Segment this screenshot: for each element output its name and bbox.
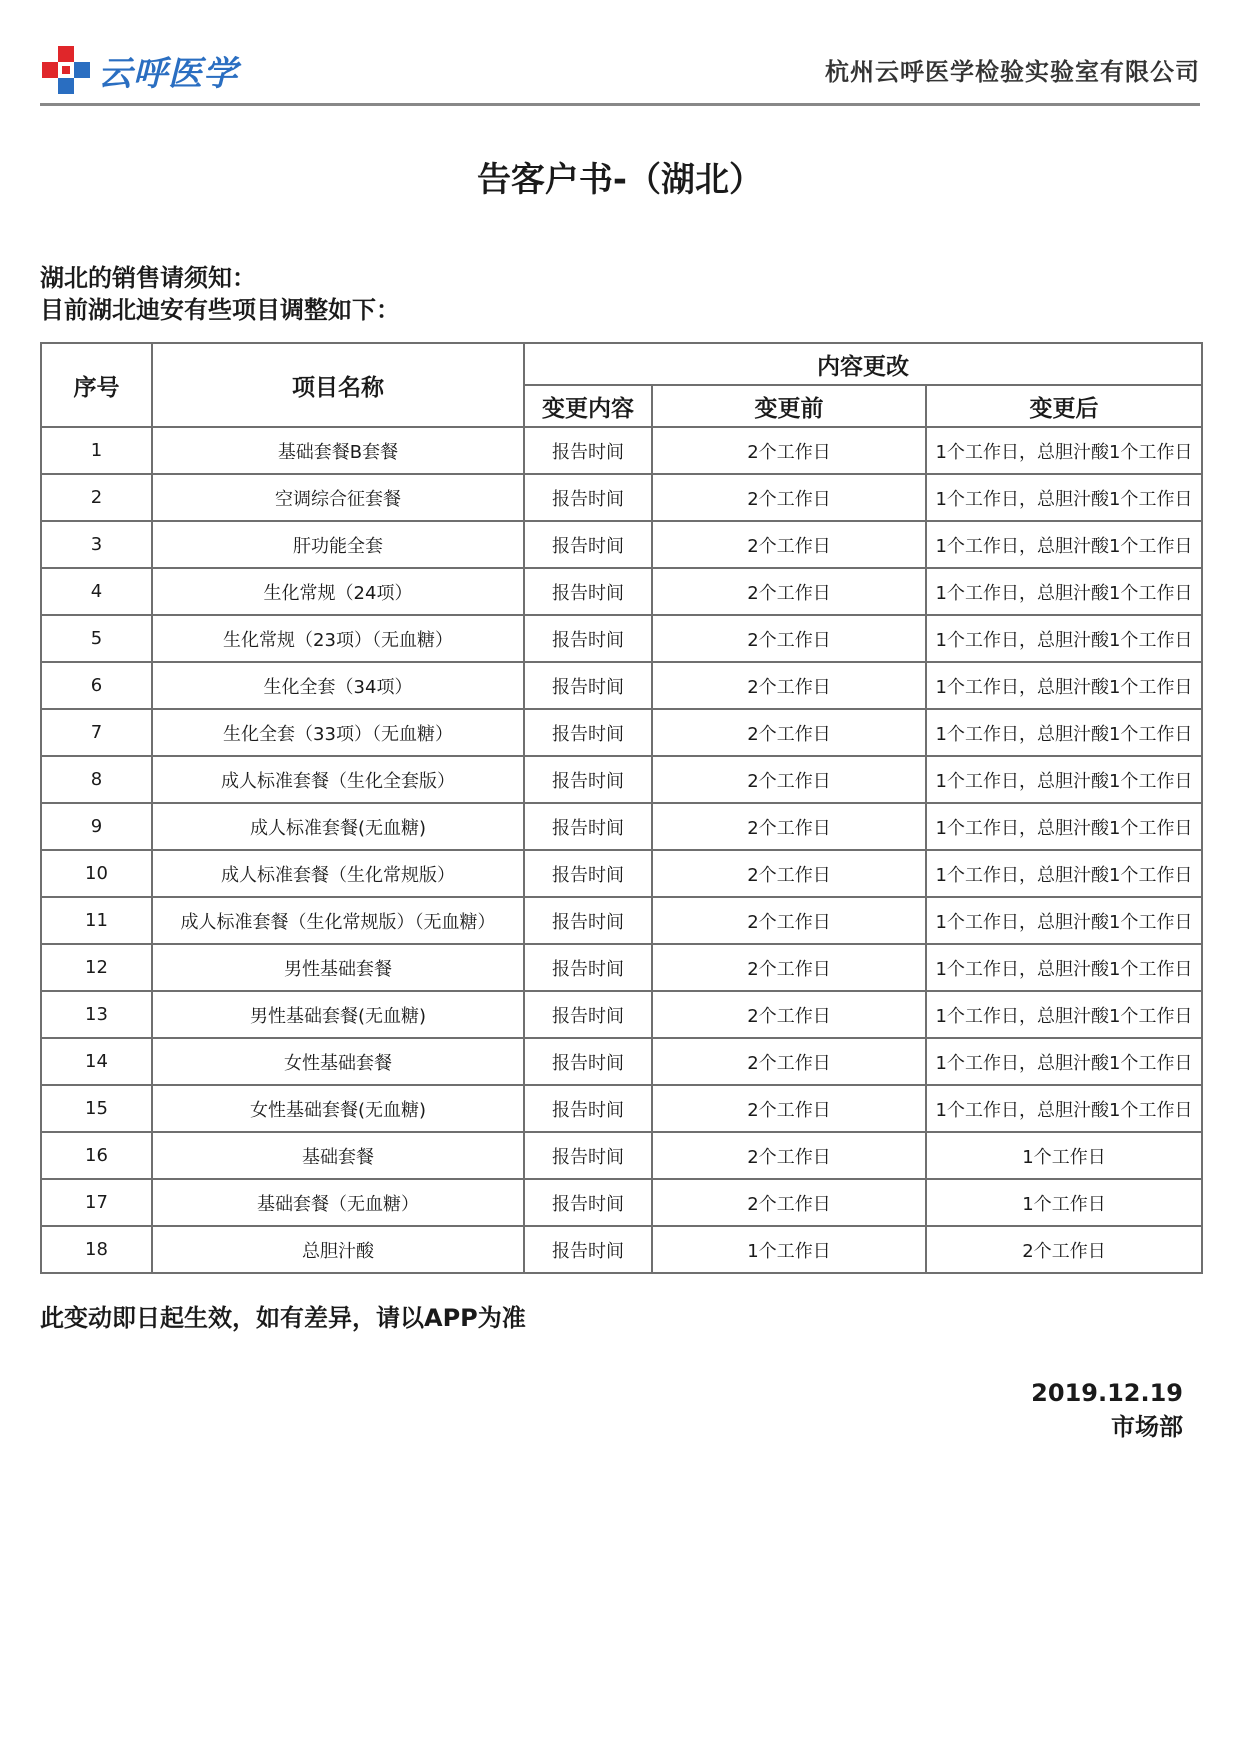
cell-after: 2个工作日 bbox=[926, 1226, 1202, 1273]
cell-content: 报告时间 bbox=[524, 615, 652, 662]
notice-block bbox=[40, 262, 400, 326]
cell-seq: 14 bbox=[41, 1038, 152, 1085]
cell-name: 成人标准套餐(无血糖) bbox=[152, 803, 524, 850]
cell-seq: 11 bbox=[41, 897, 152, 944]
cell-after: 1个工作日 bbox=[926, 1179, 1202, 1226]
cell-content: 报告时间 bbox=[524, 803, 652, 850]
cell-name: 生化常规（23项）（无血糖） bbox=[152, 615, 524, 662]
table-row bbox=[41, 944, 1202, 991]
cell-name: 基础套餐 bbox=[152, 1132, 524, 1179]
cell-after: 1个工作日，总胆汁酸1个工作日 bbox=[926, 991, 1202, 1038]
cell-seq: 12 bbox=[41, 944, 152, 991]
logo-text: 云呼医学 bbox=[98, 53, 238, 94]
cell-seq: 8 bbox=[41, 756, 152, 803]
cell-content: 报告时间 bbox=[524, 662, 652, 709]
cell-content: 报告时间 bbox=[524, 850, 652, 897]
notice-line-1: 湖北的销售请须知： bbox=[40, 264, 256, 292]
cell-before: 2个工作日 bbox=[652, 1038, 926, 1085]
cell-after: 1个工作日，总胆汁酸1个工作日 bbox=[926, 521, 1202, 568]
cell-after: 1个工作日，总胆汁酸1个工作日 bbox=[926, 897, 1202, 944]
cell-after: 1个工作日，总胆汁酸1个工作日 bbox=[926, 1038, 1202, 1085]
cell-content: 报告时间 bbox=[524, 709, 652, 756]
cell-before: 2个工作日 bbox=[652, 615, 926, 662]
table-row bbox=[41, 1179, 1202, 1226]
cell-before: 2个工作日 bbox=[652, 1132, 926, 1179]
table-row bbox=[41, 521, 1202, 568]
table-row bbox=[41, 1038, 1202, 1085]
header-item-name: 项目名称 bbox=[152, 343, 524, 427]
cell-content: 报告时间 bbox=[524, 756, 652, 803]
company-name: 杭州云呼医学检验实验室有限公司 bbox=[825, 58, 1200, 86]
cell-name: 女性基础套餐 bbox=[152, 1038, 524, 1085]
cell-after: 1个工作日，总胆汁酸1个工作日 bbox=[926, 474, 1202, 521]
header-before: 变更前 bbox=[652, 385, 926, 427]
cell-content: 报告时间 bbox=[524, 474, 652, 521]
cell-seq: 7 bbox=[41, 709, 152, 756]
table-body bbox=[41, 427, 1202, 1273]
page-header bbox=[40, 40, 1200, 104]
cell-after: 1个工作日，总胆汁酸1个工作日 bbox=[926, 662, 1202, 709]
table-row bbox=[41, 474, 1202, 521]
table-row bbox=[41, 662, 1202, 709]
notice-line-2: 目前湖北迪安有些项目调整如下： bbox=[40, 296, 400, 324]
cell-before: 2个工作日 bbox=[652, 1179, 926, 1226]
cell-after: 1个工作日，总胆汁酸1个工作日 bbox=[926, 803, 1202, 850]
cell-before: 2个工作日 bbox=[652, 662, 926, 709]
cell-seq: 1 bbox=[41, 427, 152, 474]
cell-content: 报告时间 bbox=[524, 1085, 652, 1132]
cell-before: 2个工作日 bbox=[652, 944, 926, 991]
header-seq: 序号 bbox=[41, 343, 152, 427]
cell-name: 基础套餐B套餐 bbox=[152, 427, 524, 474]
cell-seq: 6 bbox=[41, 662, 152, 709]
cell-after: 1个工作日 bbox=[926, 1132, 1202, 1179]
cell-after: 1个工作日，总胆汁酸1个工作日 bbox=[926, 1085, 1202, 1132]
header-divider bbox=[40, 103, 1200, 106]
signature-department: 市场部 bbox=[1111, 1413, 1183, 1441]
cell-after: 1个工作日，总胆汁酸1个工作日 bbox=[926, 944, 1202, 991]
cell-content: 报告时间 bbox=[524, 944, 652, 991]
table-row bbox=[41, 1226, 1202, 1273]
cell-seq: 4 bbox=[41, 568, 152, 615]
cell-name: 生化常规（24项） bbox=[152, 568, 524, 615]
cell-name: 肝功能全套 bbox=[152, 521, 524, 568]
table-row bbox=[41, 1085, 1202, 1132]
cell-name: 男性基础套餐 bbox=[152, 944, 524, 991]
cell-name: 女性基础套餐(无血糖) bbox=[152, 1085, 524, 1132]
cell-name: 基础套餐（无血糖） bbox=[152, 1179, 524, 1226]
cell-content: 报告时间 bbox=[524, 1179, 652, 1226]
cell-name: 成人标准套餐（生化常规版）（无血糖） bbox=[152, 897, 524, 944]
cell-seq: 5 bbox=[41, 615, 152, 662]
table-row bbox=[41, 850, 1202, 897]
cell-seq: 13 bbox=[41, 991, 152, 1038]
cell-name: 空调综合征套餐 bbox=[152, 474, 524, 521]
header-change-group: 内容更改 bbox=[524, 343, 1202, 385]
cell-before: 2个工作日 bbox=[652, 427, 926, 474]
table-row bbox=[41, 1132, 1202, 1179]
cell-before: 1个工作日 bbox=[652, 1226, 926, 1273]
cell-content: 报告时间 bbox=[524, 897, 652, 944]
cell-seq: 15 bbox=[41, 1085, 152, 1132]
table-row bbox=[41, 615, 1202, 662]
header-change-content: 变更内容 bbox=[524, 385, 652, 427]
cell-before: 2个工作日 bbox=[652, 1085, 926, 1132]
cell-after: 1个工作日，总胆汁酸1个工作日 bbox=[926, 850, 1202, 897]
table-row bbox=[41, 709, 1202, 756]
cell-after: 1个工作日，总胆汁酸1个工作日 bbox=[926, 709, 1202, 756]
cell-before: 2个工作日 bbox=[652, 803, 926, 850]
cell-before: 2个工作日 bbox=[652, 568, 926, 615]
table-row bbox=[41, 803, 1202, 850]
cell-before: 2个工作日 bbox=[652, 521, 926, 568]
company-logo bbox=[40, 44, 238, 96]
cell-seq: 9 bbox=[41, 803, 152, 850]
table-row bbox=[41, 756, 1202, 803]
cell-seq: 3 bbox=[41, 521, 152, 568]
cell-before: 2个工作日 bbox=[652, 756, 926, 803]
cell-after: 1个工作日，总胆汁酸1个工作日 bbox=[926, 568, 1202, 615]
cell-content: 报告时间 bbox=[524, 1226, 652, 1273]
cell-content: 报告时间 bbox=[524, 1132, 652, 1179]
cell-content: 报告时间 bbox=[524, 568, 652, 615]
cell-content: 报告时间 bbox=[524, 521, 652, 568]
cell-name: 总胆汁酸 bbox=[152, 1226, 524, 1273]
table-row bbox=[41, 427, 1202, 474]
cell-name: 男性基础套餐(无血糖) bbox=[152, 991, 524, 1038]
cross-logo-icon bbox=[40, 44, 92, 96]
cell-before: 2个工作日 bbox=[652, 991, 926, 1038]
signature-block bbox=[1031, 1376, 1183, 1444]
cell-after: 1个工作日，总胆汁酸1个工作日 bbox=[926, 427, 1202, 474]
cell-after: 1个工作日，总胆汁酸1个工作日 bbox=[926, 756, 1202, 803]
cell-after: 1个工作日，总胆汁酸1个工作日 bbox=[926, 615, 1202, 662]
cell-name: 成人标准套餐（生化常规版） bbox=[152, 850, 524, 897]
cell-name: 生化全套（34项） bbox=[152, 662, 524, 709]
effective-note: 此变动即日起生效，如有差异，请以APP为准 bbox=[40, 1304, 526, 1332]
cell-before: 2个工作日 bbox=[652, 474, 926, 521]
cell-content: 报告时间 bbox=[524, 1038, 652, 1085]
cell-content: 报告时间 bbox=[524, 991, 652, 1038]
table-row bbox=[41, 991, 1202, 1038]
cell-before: 2个工作日 bbox=[652, 850, 926, 897]
cell-seq: 17 bbox=[41, 1179, 152, 1226]
cell-before: 2个工作日 bbox=[652, 897, 926, 944]
cell-seq: 10 bbox=[41, 850, 152, 897]
cell-seq: 18 bbox=[41, 1226, 152, 1273]
cell-name: 生化全套（33项）（无血糖） bbox=[152, 709, 524, 756]
table-row bbox=[41, 568, 1202, 615]
cell-name: 成人标准套餐（生化全套版） bbox=[152, 756, 524, 803]
cell-before: 2个工作日 bbox=[652, 709, 926, 756]
table-row bbox=[41, 897, 1202, 944]
changes-table bbox=[40, 342, 1203, 1274]
header-after: 变更后 bbox=[926, 385, 1202, 427]
signature-date: 2019.12.19 bbox=[1031, 1379, 1183, 1407]
cell-seq: 16 bbox=[41, 1132, 152, 1179]
cell-seq: 2 bbox=[41, 474, 152, 521]
cell-content: 报告时间 bbox=[524, 427, 652, 474]
page-title: 告客户书-（湖北） bbox=[476, 160, 764, 200]
